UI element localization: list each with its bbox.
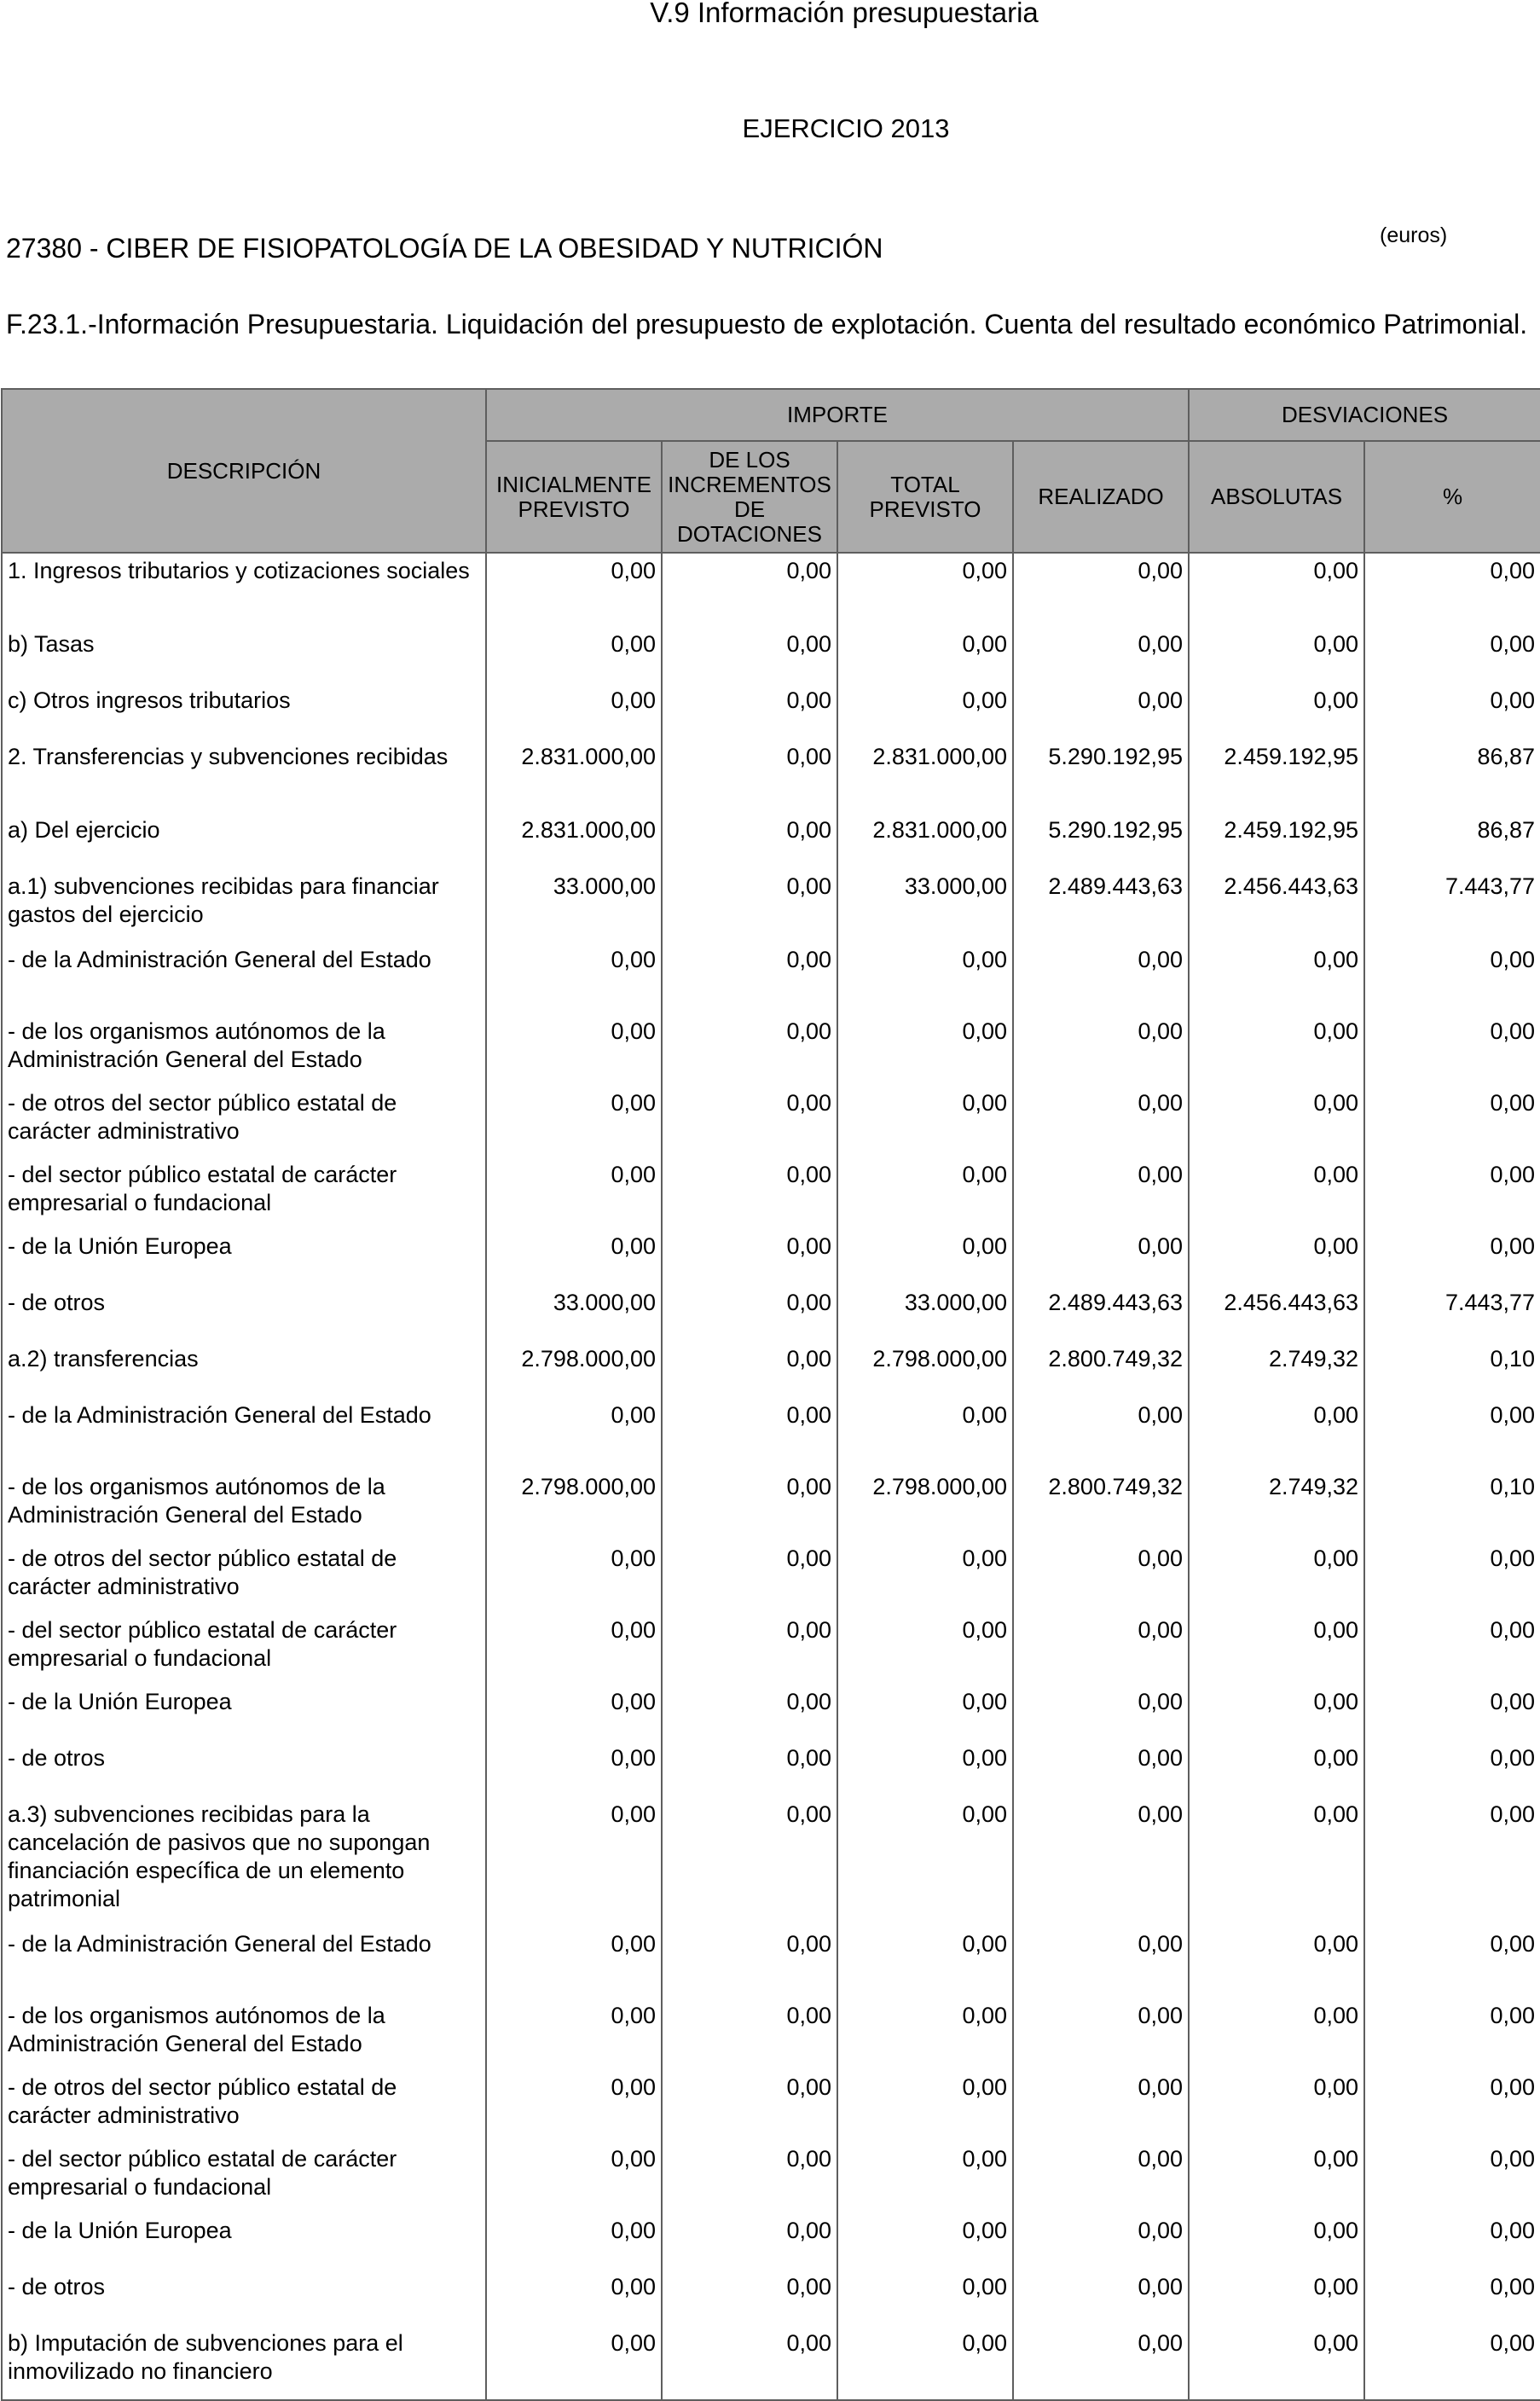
cell-total-previsto: 0,00 xyxy=(837,1741,1013,1797)
cell-incrementos-dotaciones: 0,00 xyxy=(662,1229,837,1285)
report-subtitle: F.23.1.-Información Presupuestaria. Liquidación del presupuesto de explotación. Cuenta del resultado económico Patrimonial. xyxy=(6,309,1528,339)
row-description: - de los organismos autónomos de la Administración General del Estado xyxy=(2,1470,486,1541)
cell-absolutas: 0,00 xyxy=(1189,1613,1364,1685)
cell-incrementos-dotaciones: 0,00 xyxy=(662,2070,837,2142)
cell-realizado: 0,00 xyxy=(1013,1157,1189,1229)
cell-incrementos-dotaciones: 0,00 xyxy=(662,1998,837,2070)
cell-total-previsto: 33.000,00 xyxy=(837,869,1013,942)
table-row xyxy=(2,2270,1540,2326)
cell-realizado: 0,00 xyxy=(1013,553,1189,627)
cell-inicialmente-previsto: 0,00 xyxy=(486,1086,662,1157)
cell-porcentaje: 7.443,77 xyxy=(1364,1285,1540,1342)
cell-absolutas: 2.456.443,63 xyxy=(1189,1285,1364,1342)
col-header-importe: IMPORTE xyxy=(486,389,1189,441)
cell-total-previsto: 0,00 xyxy=(837,1541,1013,1613)
cell-incrementos-dotaciones: 0,00 xyxy=(662,2213,837,2270)
cell-incrementos-dotaciones: 0,00 xyxy=(662,1685,837,1741)
cell-porcentaje: 0,00 xyxy=(1364,1741,1540,1797)
cell-total-previsto: 0,00 xyxy=(837,683,1013,739)
cell-realizado: 0,00 xyxy=(1013,1741,1189,1797)
cell-total-previsto: 0,00 xyxy=(837,1157,1013,1229)
cell-absolutas: 0,00 xyxy=(1189,2070,1364,2142)
cell-absolutas: 0,00 xyxy=(1189,2142,1364,2213)
cell-absolutas: 0,00 xyxy=(1189,1797,1364,1927)
col-header-porcentaje: % xyxy=(1364,441,1540,553)
cell-absolutas: 0,00 xyxy=(1189,627,1364,683)
row-description: - de otros del sector público estatal de carácter administrativo xyxy=(2,1541,486,1613)
row-description: - de la Unión Europea xyxy=(2,2213,486,2270)
row-description: - de otros xyxy=(2,2270,486,2326)
row-description: a.2) transferencias xyxy=(2,1342,486,1398)
row-description: - del sector público estatal de carácter empresarial o fundacional xyxy=(2,2142,486,2213)
table-row xyxy=(2,1685,1540,1741)
cell-incrementos-dotaciones: 0,00 xyxy=(662,1342,837,1398)
currency-units: (euros) xyxy=(1380,223,1448,247)
col-header-incrementos-dotaciones: DE LOS INCREMENTOS DE DOTACIONES xyxy=(662,441,837,553)
cell-absolutas: 0,00 xyxy=(1189,1157,1364,1229)
cell-inicialmente-previsto: 2.831.000,00 xyxy=(486,739,662,813)
cell-incrementos-dotaciones: 0,00 xyxy=(662,739,837,813)
cell-absolutas: 0,00 xyxy=(1189,1086,1364,1157)
cell-total-previsto: 0,00 xyxy=(837,1086,1013,1157)
cell-total-previsto: 0,00 xyxy=(837,1398,1013,1470)
table-row xyxy=(2,1741,1540,1797)
table-row xyxy=(2,683,1540,739)
table-row xyxy=(2,1342,1540,1398)
row-description: a.3) subvenciones recibidas para la cancelación de pasivos que no supongan financiación específica de un elemento patrimonial xyxy=(2,1797,486,1927)
cell-absolutas: 0,00 xyxy=(1189,1685,1364,1741)
table-row xyxy=(2,1014,1540,1086)
row-description: - de la Unión Europea xyxy=(2,1229,486,1285)
cell-total-previsto: 2.798.000,00 xyxy=(837,1470,1013,1541)
cell-realizado: 0,00 xyxy=(1013,2326,1189,2400)
cell-porcentaje: 0,00 xyxy=(1364,1398,1540,1470)
cell-absolutas: 2.459.192,95 xyxy=(1189,813,1364,869)
cell-realizado: 2.800.749,32 xyxy=(1013,1342,1189,1398)
cell-incrementos-dotaciones: 0,00 xyxy=(662,553,837,627)
cell-incrementos-dotaciones: 0,00 xyxy=(662,1741,837,1797)
cell-porcentaje: 0,00 xyxy=(1364,683,1540,739)
row-description: - de los organismos autónomos de la Administración General del Estado xyxy=(2,1014,486,1086)
cell-total-previsto: 0,00 xyxy=(837,1613,1013,1685)
cell-inicialmente-previsto: 0,00 xyxy=(486,1797,662,1927)
cell-porcentaje: 0,00 xyxy=(1364,1086,1540,1157)
row-description: a.1) subvenciones recibidas para financiar gastos del ejercicio xyxy=(2,869,486,942)
col-header-descripcion: DESCRIPCIÓN xyxy=(2,389,486,553)
table-row xyxy=(2,869,1540,942)
cell-porcentaje: 0,00 xyxy=(1364,1797,1540,1927)
cell-inicialmente-previsto: 33.000,00 xyxy=(486,869,662,942)
cell-absolutas: 2.749,32 xyxy=(1189,1470,1364,1541)
cell-inicialmente-previsto: 0,00 xyxy=(486,1229,662,1285)
cell-porcentaje: 0,00 xyxy=(1364,1927,1540,1998)
row-description: - de la Administración General del Estado xyxy=(2,942,486,1014)
cell-incrementos-dotaciones: 0,00 xyxy=(662,627,837,683)
cell-porcentaje: 0,00 xyxy=(1364,1998,1540,2070)
cell-total-previsto: 0,00 xyxy=(837,1014,1013,1086)
cell-incrementos-dotaciones: 0,00 xyxy=(662,683,837,739)
cell-porcentaje: 0,10 xyxy=(1364,1470,1540,1541)
cell-inicialmente-previsto: 0,00 xyxy=(486,2213,662,2270)
cell-total-previsto: 0,00 xyxy=(837,1797,1013,1927)
header-row-groups xyxy=(2,389,1540,441)
cell-inicialmente-previsto: 0,00 xyxy=(486,1685,662,1741)
table-row xyxy=(2,553,1540,627)
row-description: - de otros del sector público estatal de carácter administrativo xyxy=(2,2070,486,2142)
table-row xyxy=(2,1541,1540,1613)
cell-inicialmente-previsto: 0,00 xyxy=(486,2142,662,2213)
table-row xyxy=(2,942,1540,1014)
cell-inicialmente-previsto: 0,00 xyxy=(486,1541,662,1613)
cell-absolutas: 0,00 xyxy=(1189,553,1364,627)
cell-total-previsto: 0,00 xyxy=(837,1998,1013,2070)
cell-absolutas: 0,00 xyxy=(1189,683,1364,739)
cell-realizado: 0,00 xyxy=(1013,1998,1189,2070)
cell-incrementos-dotaciones: 0,00 xyxy=(662,1613,837,1685)
row-description: - de otros xyxy=(2,1285,486,1342)
col-header-absolutas: ABSOLUTAS xyxy=(1189,441,1364,553)
cell-realizado: 0,00 xyxy=(1013,2213,1189,2270)
row-description: 2. Transferencias y subvenciones recibidas xyxy=(2,739,486,813)
table-row xyxy=(2,2070,1540,2142)
cell-realizado: 0,00 xyxy=(1013,1927,1189,1998)
cell-inicialmente-previsto: 2.831.000,00 xyxy=(486,813,662,869)
cell-porcentaje: 0,00 xyxy=(1364,627,1540,683)
cell-absolutas: 0,00 xyxy=(1189,942,1364,1014)
cell-porcentaje: 0,00 xyxy=(1364,2270,1540,2326)
cell-incrementos-dotaciones: 0,00 xyxy=(662,2326,837,2400)
cell-inicialmente-previsto: 0,00 xyxy=(486,1398,662,1470)
cell-porcentaje: 0,00 xyxy=(1364,2142,1540,2213)
cell-total-previsto: 33.000,00 xyxy=(837,1285,1013,1342)
col-header-inicialmente-previsto: INICIALMENTE PREVISTO xyxy=(486,441,662,553)
cell-absolutas: 0,00 xyxy=(1189,1741,1364,1797)
cell-inicialmente-previsto: 0,00 xyxy=(486,627,662,683)
row-description: c) Otros ingresos tributarios xyxy=(2,683,486,739)
cell-inicialmente-previsto: 0,00 xyxy=(486,683,662,739)
cell-realizado: 0,00 xyxy=(1013,1541,1189,1613)
cell-total-previsto: 0,00 xyxy=(837,2070,1013,2142)
cell-realizado: 0,00 xyxy=(1013,1685,1189,1741)
budget-table-body xyxy=(2,553,1540,2400)
cell-inicialmente-previsto: 2.798.000,00 xyxy=(486,1342,662,1398)
cell-total-previsto: 2.831.000,00 xyxy=(837,813,1013,869)
cell-inicialmente-previsto: 0,00 xyxy=(486,553,662,627)
cell-realizado: 0,00 xyxy=(1013,1229,1189,1285)
row-description: b) Imputación de subvenciones para el inmovilizado no financiero xyxy=(2,2326,486,2400)
cell-inicialmente-previsto: 0,00 xyxy=(486,2070,662,2142)
table-row xyxy=(2,2142,1540,2213)
cell-porcentaje: 7.443,77 xyxy=(1364,869,1540,942)
table-row xyxy=(2,627,1540,683)
table-row xyxy=(2,2213,1540,2270)
cell-realizado: 2.489.443,63 xyxy=(1013,869,1189,942)
cell-absolutas: 0,00 xyxy=(1189,2213,1364,2270)
cell-inicialmente-previsto: 0,00 xyxy=(486,1157,662,1229)
budget-table xyxy=(1,388,1540,2401)
cell-porcentaje: 0,00 xyxy=(1364,553,1540,627)
cell-absolutas: 0,00 xyxy=(1189,1229,1364,1285)
table-row xyxy=(2,2326,1540,2400)
cell-realizado: 0,00 xyxy=(1013,942,1189,1014)
cell-realizado: 0,00 xyxy=(1013,627,1189,683)
col-header-realizado: REALIZADO xyxy=(1013,441,1189,553)
cell-realizado: 0,00 xyxy=(1013,1086,1189,1157)
row-description: - del sector público estatal de carácter empresarial o fundacional xyxy=(2,1613,486,1685)
cell-inicialmente-previsto: 33.000,00 xyxy=(486,1285,662,1342)
cell-absolutas: 0,00 xyxy=(1189,1014,1364,1086)
cell-incrementos-dotaciones: 0,00 xyxy=(662,1157,837,1229)
cell-realizado: 0,00 xyxy=(1013,1797,1189,1927)
cell-total-previsto: 0,00 xyxy=(837,942,1013,1014)
cell-porcentaje: 0,00 xyxy=(1364,1014,1540,1086)
cell-porcentaje: 0,00 xyxy=(1364,2070,1540,2142)
row-description: a) Del ejercicio xyxy=(2,813,486,869)
cell-incrementos-dotaciones: 0,00 xyxy=(662,1541,837,1613)
row-description: - de otros xyxy=(2,1741,486,1797)
cell-inicialmente-previsto: 0,00 xyxy=(486,1998,662,2070)
cell-total-previsto: 2.798.000,00 xyxy=(837,1342,1013,1398)
table-row xyxy=(2,1086,1540,1157)
table-row xyxy=(2,739,1540,813)
cell-incrementos-dotaciones: 0,00 xyxy=(662,1014,837,1086)
cell-porcentaje: 0,00 xyxy=(1364,1157,1540,1229)
cell-realizado: 5.290.192,95 xyxy=(1013,739,1189,813)
cell-total-previsto: 0,00 xyxy=(837,2326,1013,2400)
table-row xyxy=(2,1613,1540,1685)
table-row xyxy=(2,813,1540,869)
cell-inicialmente-previsto: 0,00 xyxy=(486,942,662,1014)
col-header-desviaciones: DESVIACIONES xyxy=(1189,389,1540,441)
table-row xyxy=(2,1285,1540,1342)
cell-porcentaje: 0,00 xyxy=(1364,942,1540,1014)
table-row xyxy=(2,1797,1540,1927)
cell-porcentaje: 0,00 xyxy=(1364,1229,1540,1285)
cell-total-previsto: 2.831.000,00 xyxy=(837,739,1013,813)
cell-realizado: 2.489.443,63 xyxy=(1013,1285,1189,1342)
col-header-total-previsto: TOTAL PREVISTO xyxy=(837,441,1013,553)
cell-realizado: 5.290.192,95 xyxy=(1013,813,1189,869)
cell-inicialmente-previsto: 0,00 xyxy=(486,1613,662,1685)
cell-incrementos-dotaciones: 0,00 xyxy=(662,1797,837,1927)
cell-incrementos-dotaciones: 0,00 xyxy=(662,1398,837,1470)
row-description: - de otros del sector público estatal de carácter administrativo xyxy=(2,1086,486,1157)
table-row xyxy=(2,1229,1540,1285)
cell-inicialmente-previsto: 0,00 xyxy=(486,1014,662,1086)
cell-realizado: 0,00 xyxy=(1013,1613,1189,1685)
cell-realizado: 0,00 xyxy=(1013,2270,1189,2326)
cell-total-previsto: 0,00 xyxy=(837,627,1013,683)
row-description: - de la Administración General del Estado xyxy=(2,1398,486,1470)
cell-incrementos-dotaciones: 0,00 xyxy=(662,1927,837,1998)
cell-porcentaje: 0,00 xyxy=(1364,1613,1540,1685)
cell-absolutas: 0,00 xyxy=(1189,2270,1364,2326)
cell-porcentaje: 0,10 xyxy=(1364,1342,1540,1398)
cell-inicialmente-previsto: 0,00 xyxy=(486,2270,662,2326)
cell-incrementos-dotaciones: 0,00 xyxy=(662,942,837,1014)
cell-realizado: 0,00 xyxy=(1013,1398,1189,1470)
cell-total-previsto: 0,00 xyxy=(837,1229,1013,1285)
cell-incrementos-dotaciones: 0,00 xyxy=(662,1086,837,1157)
cell-absolutas: 2.459.192,95 xyxy=(1189,739,1364,813)
cell-absolutas: 0,00 xyxy=(1189,1998,1364,2070)
cell-inicialmente-previsto: 0,00 xyxy=(486,1927,662,1998)
cell-incrementos-dotaciones: 0,00 xyxy=(662,2142,837,2213)
cell-realizado: 0,00 xyxy=(1013,2142,1189,2213)
cell-incrementos-dotaciones: 0,00 xyxy=(662,1470,837,1541)
table-row xyxy=(2,1927,1540,1998)
cell-absolutas: 0,00 xyxy=(1189,1398,1364,1470)
cell-absolutas: 2.456.443,63 xyxy=(1189,869,1364,942)
cell-porcentaje: 86,87 xyxy=(1364,739,1540,813)
cell-absolutas: 0,00 xyxy=(1189,1541,1364,1613)
cell-absolutas: 0,00 xyxy=(1189,2326,1364,2400)
row-description: 1. Ingresos tributarios y cotizaciones sociales xyxy=(2,553,486,627)
cell-realizado: 0,00 xyxy=(1013,1014,1189,1086)
page-title: V.9 Información presupuestaria xyxy=(650,0,1039,28)
row-description: - de los organismos autónomos de la Administración General del Estado xyxy=(2,1998,486,2070)
table-row xyxy=(2,1470,1540,1541)
cell-porcentaje: 86,87 xyxy=(1364,813,1540,869)
cell-incrementos-dotaciones: 0,00 xyxy=(662,869,837,942)
cell-absolutas: 0,00 xyxy=(1189,1927,1364,1998)
cell-total-previsto: 0,00 xyxy=(837,553,1013,627)
cell-absolutas: 2.749,32 xyxy=(1189,1342,1364,1398)
cell-total-previsto: 0,00 xyxy=(837,2142,1013,2213)
row-description: b) Tasas xyxy=(2,627,486,683)
cell-porcentaje: 0,00 xyxy=(1364,2213,1540,2270)
cell-porcentaje: 0,00 xyxy=(1364,2326,1540,2400)
cell-incrementos-dotaciones: 0,00 xyxy=(662,1285,837,1342)
cell-incrementos-dotaciones: 0,00 xyxy=(662,2270,837,2326)
row-description: - de la Administración General del Estado xyxy=(2,1927,486,1998)
row-description: - del sector público estatal de carácter empresarial o fundacional xyxy=(2,1157,486,1229)
entity-name: 27380 - CIBER DE FISIOPATOLOGÍA DE LA OBESIDAD Y NUTRICIÓN xyxy=(6,233,883,264)
exercise-year: EJERCICIO 2013 xyxy=(742,113,950,143)
cell-porcentaje: 0,00 xyxy=(1364,1541,1540,1613)
cell-realizado: 0,00 xyxy=(1013,683,1189,739)
cell-inicialmente-previsto: 0,00 xyxy=(486,1741,662,1797)
cell-inicialmente-previsto: 2.798.000,00 xyxy=(486,1470,662,1541)
cell-total-previsto: 0,00 xyxy=(837,2270,1013,2326)
row-description: - de la Unión Europea xyxy=(2,1685,486,1741)
cell-total-previsto: 0,00 xyxy=(837,1927,1013,1998)
table-row xyxy=(2,1998,1540,2070)
cell-inicialmente-previsto: 0,00 xyxy=(486,2326,662,2400)
cell-realizado: 0,00 xyxy=(1013,2070,1189,2142)
cell-incrementos-dotaciones: 0,00 xyxy=(662,813,837,869)
cell-total-previsto: 0,00 xyxy=(837,2213,1013,2270)
cell-realizado: 2.800.749,32 xyxy=(1013,1470,1189,1541)
table-row xyxy=(2,1157,1540,1229)
table-row xyxy=(2,1398,1540,1470)
cell-porcentaje: 0,00 xyxy=(1364,1685,1540,1741)
cell-total-previsto: 0,00 xyxy=(837,1685,1013,1741)
